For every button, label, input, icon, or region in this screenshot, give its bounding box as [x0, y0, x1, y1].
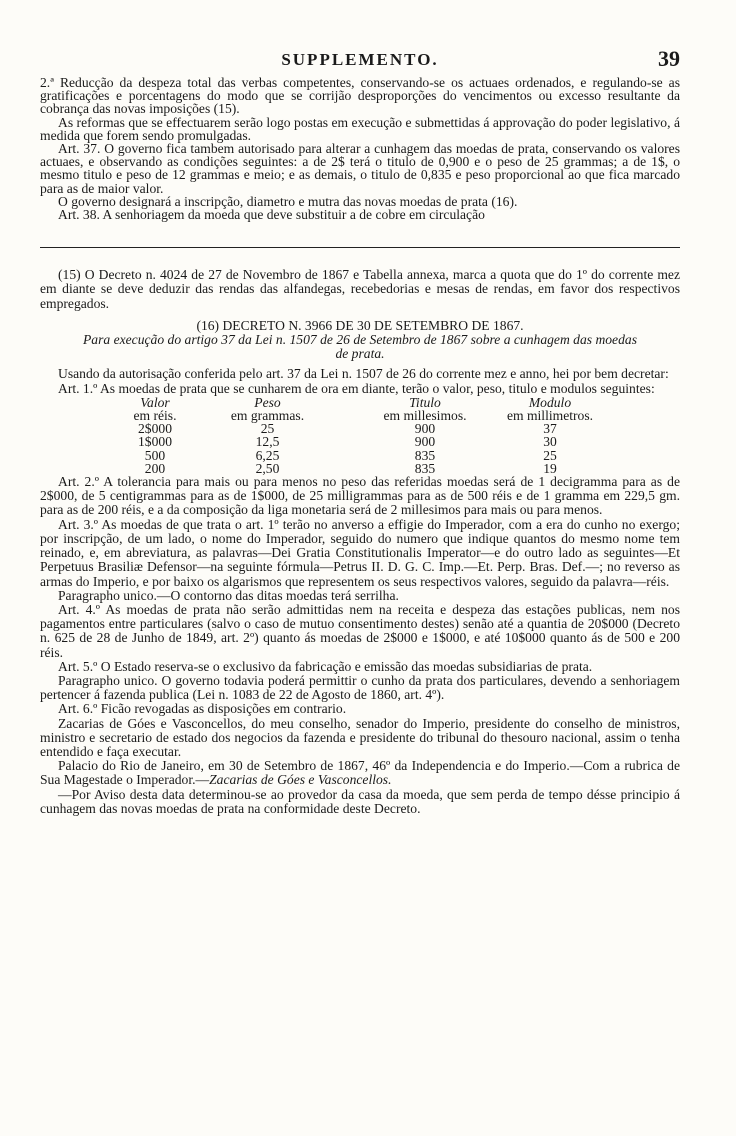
page-header: [40, 46, 680, 76]
page: [40, 46, 680, 816]
footnote-divider: [40, 247, 680, 248]
table-cell: 25: [260, 421, 275, 437]
paragraph-reformas: As reformas que se effectuarem serão logo postas em execução e submettidas á approvação do poder legislativo, á medida que forem sendo promulgadas.: [40, 114, 680, 143]
decree-art5: Art. 5.º O Estado reserva-se o exclusivo da fabricação e emissão das moedas subsidiarias de prata.: [58, 658, 593, 674]
page-number: 39: [658, 46, 680, 71]
decree-art2: Art. 2.º A tolerancia para mais ou para menos no peso das referidas moedas será de 1 decigramma para as de 2$000, de 5 centigrammas para as de 1$000, de 25 milligrammas para as de 500 réis e de 1 gramma em 229,5 gm. para as de 200 réis, e a da composição da liga monetaria será de 2 millesimos para mais ou para menos.: [40, 474, 680, 518]
table-row: [130, 422, 605, 435]
decree-title: (16) DECRETO N. 3966 DE 30 DE SETEMBRO DE 1867.: [196, 317, 524, 333]
table-cell: 900: [414, 434, 436, 450]
table-cell: 2$000: [138, 421, 172, 437]
col-valor: Valor: [140, 394, 170, 410]
decree-paragrapho-unico-1: Paragrapho unico.—O contorno das ditas moedas terá serrilha.: [58, 587, 399, 603]
table-cell: 37: [543, 421, 557, 437]
decree-art6: Art. 6.º Ficão revogadas as disposições em contrario.: [58, 701, 347, 717]
unit-titulo: em millesimos.: [383, 408, 467, 424]
decree-paragrapho-unico-2: Paragrapho unico. O governo todavia poderá permittir o cunho da prata dos particulares, devendo a senhoriagem pertencer á fazenda publica (Lei n. 1083 de 22 de Agosto de 1860, art. 4º).: [40, 672, 680, 703]
decree-aviso: —Por Aviso desta data determinou-se ao provedor da casa da moeda, que sem perda de tempo désse principio á cunhagem das novas moedas de prata na conformidade deste Decreto.: [40, 786, 680, 816]
unit-valor: em réis.: [133, 408, 177, 424]
col-peso: Peso: [254, 394, 281, 410]
decree-subtitle: Para execução do artigo 37 da Lei n. 1507 de 26 de Setembro de 1867 sobre a cunhagem das moedas de prata.: [83, 332, 637, 362]
table-cell: 25: [543, 447, 557, 463]
table-cell: 835: [414, 460, 436, 476]
table-cell: 19: [543, 460, 557, 476]
table-cell: 2,50: [255, 460, 280, 476]
main-text: [40, 76, 680, 221]
table-cell: 500: [144, 447, 166, 463]
coin-table: [130, 396, 605, 475]
decree-art4: Art. 4.º As moedas de prata não serão admittidas nem na receita e despeza das estações publicas, nem nos pagamentos entre particulares (salvo o caso de mutuo consentimento destes) senão até a quantia de 20$000 (Decreto n. 625 de 28 de Junho de 1849, art. 2º) quanto ás moedas de 2$000 e 1$000, e até 10$000 quanto ás de 500 e 200 réis.: [40, 601, 680, 660]
table-cell: 1$000: [138, 434, 172, 450]
paragraph-reduccao: 2.ª Reducção da despeza total das verbas competentes, conservando-se os actuaes ordenados, e regulando-se as gratificações e porcentagens do modo que se corrijão desproporções do vencimentos ou excesso resultante da cobrança das novas imposições (15).: [40, 75, 680, 117]
footnote-15: (15) O Decreto n. 4024 de 27 de Novembro de 1867 e Tabella annexa, marca a quota que do 1º do corrente mez em diante se deve deduzir das rendas das alfandegas, recebedorias e mesas de rendas, em favor dos respectivos empregados.: [40, 267, 680, 311]
decree-art1: Art. 1.º As moedas de prata que se cunharem de ora em diante, terão o valor, peso, titulo e modulos seguintes:: [58, 380, 655, 396]
table-cell: 6,25: [255, 447, 280, 463]
table-cell: 12,5: [255, 434, 280, 450]
table-cell: 30: [543, 434, 557, 450]
paragraph-art37: Art. 37. O governo fica tambem autorisado para alterar a cunhagem das moedas de prata, conservando os valores actuaes, e observando as condições seguintes: a de 2$ terá o titulo de 0,900 e o peso de 25 grammas; a de 1$, o mesmo titulo e peso de 12 grammas e meio; e as demais, o titulo de 0,835 e peso proporcional ao que fica marcado para as de maior valor.: [40, 141, 680, 196]
col-titulo: Titulo: [409, 394, 441, 410]
table-cell: 900: [414, 421, 436, 437]
col-modulo: Modulo: [528, 394, 572, 410]
paragraph-art38: Art. 38. A senhoriagem da moeda que deve substituir a de cobre em circulação: [58, 207, 485, 223]
decree-palacio: [40, 759, 680, 787]
table-row: [130, 449, 605, 462]
unit-peso: em grammas.: [230, 408, 305, 424]
table-row: [130, 435, 605, 448]
decree-intro: Usando da autorisação conferida pelo art. 37 da Lei n. 1507 de 26 do corrente mez e anno, hei por bem decretar:: [58, 366, 669, 382]
running-title: SUPPLEMENTO.: [281, 50, 439, 69]
paragraph-governo: O governo designará a inscripção, diametro e mutra das novas moedas de prata (16).: [58, 193, 518, 209]
unit-modulo: em millimetros.: [506, 408, 594, 424]
coin-table-units: [130, 409, 605, 422]
decree-art3: Art. 3.º As moedas de que trata o art. 1º terão no anverso a effigie do Imperador, com a era do cunho no exergo; por inscripção, de um lado, o nome do Imperador, seguido do numero que indique quantos do mesmo nome tem reinado, e, em abreviatura, as palavras—Dei Gratia Constitutionalis Imperator—e do outro lado as seguintes—Et Perpetuus Brasiliæ Defensor—na seguinte fórmula—Petrus II. D. G. C. Imp.—Et. Perp. Bras. Def.—; no reverso as armas do Imperio, e por baixo os algarismos que representem os seus respectivos valores, seguido da palavra—réis.: [40, 516, 680, 589]
table-cell: 200: [144, 460, 166, 476]
footnotes: [40, 268, 680, 816]
decree-zacarias: Zacarias de Góes e Vasconcellos, do meu conselho, senador do Imperio, presidente do conselho de ministros, ministro e secretario de estado dos negocios da fazenda e presidente do tribunal do thesouro nacional, assim o tenha entendido e faça executar.: [40, 715, 680, 759]
signature: Zacarias de Góes e Vasconcellos.: [209, 772, 392, 788]
palacio-text: Palacio do Rio de Janeiro, em 30 de Setembro de 1867, 46º da Independencia e do Imperio.—Com a rubrica de Sua Magestade o Imperador.—: [40, 758, 680, 788]
table-cell: 835: [414, 447, 436, 463]
